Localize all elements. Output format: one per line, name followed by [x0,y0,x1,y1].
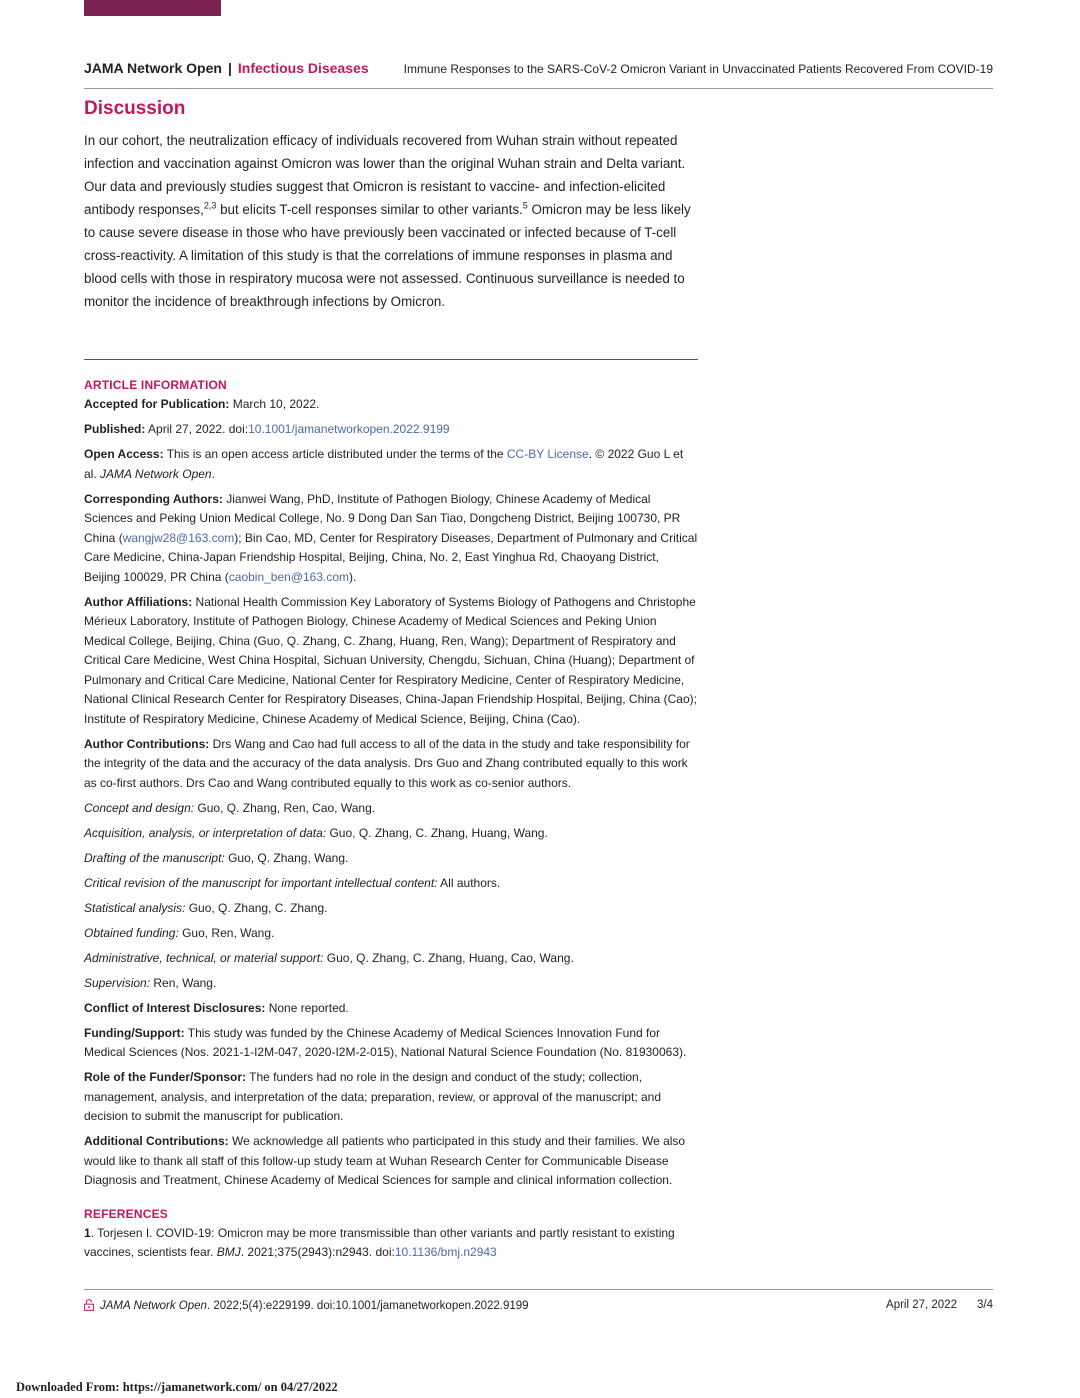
contribution-role [84,899,698,919]
doi-link[interactable]: 10.1001/jamanetworkopen.2022.9199 [248,422,450,436]
footer-citation [84,1299,529,1312]
funder-role [84,1068,698,1127]
role-value: All authors. [437,875,501,890]
affiliations-text: National Health Commission Key Laboratory of Systems Biology of Pathogens and Christophe Mérieux Laboratory, Institute of Pathogen Biology, Chinese Academy of Medical Sciences and Peking Union Medical College, Beijing, China (Guo, Q. Zhang, C. Zhang, Huang, Ren, Wang); Department of Respiratory and Critical Care Medicine, West China Hospital, Sichuan University, Chengdu, Sichuan, China (Huang); Department of Pulmonary and Critical Care Medicine, National Center for Respiratory Medicine, Center of Respiratory Medicine, National Clinical Research Center for Respiratory Diseases, China-Japan Friendship Hospital, Beijing, China (Cao); Institute of Respiratory Medicine, Chinese Academy of Medical Science, Beijing, China (Cao). [84,594,697,726]
reference-journal: BMJ [216,1245,241,1259]
role-label: Critical revision of the manuscript for important intellectual content: [84,875,438,890]
journal-italic: JAMA Network Open [100,466,212,481]
role-value: Guo, Ren, Wang. [178,925,275,940]
article-short-title: Immune Responses to the SARS-CoV-2 Omicron Variant in Unvaccinated Patients Recovered From COVID-19 [403,62,993,76]
open-access-lock-icon [84,1299,94,1311]
reference-citation: . 2021;375(2943):n2943. doi: [240,1245,395,1259]
funder-role-label: Role of the Funder/Sponsor: [84,1070,246,1084]
contribution-role [84,849,698,869]
accepted-date [84,395,698,415]
role-value: Guo, Q. Zhang, Ren, Cao, Wang. [194,800,376,815]
author-contributions [84,735,698,794]
main-column [84,98,698,1268]
reference-doi-link[interactable]: 10.1136/bmj.n2943 [394,1245,497,1259]
contribution-role [84,949,698,969]
role-label: Concept and design: [84,800,195,815]
copyright-text: . © 2022 Guo L et al. [84,447,684,481]
running-header [84,60,993,89]
author-affiliations [84,593,698,730]
corresponding-authors [84,490,698,588]
corresponding-text: ); Bin Cao, MD, Center for Respiratory Diseases, Department of Pulmonary and Critical Care Medicine, China-Japan Friendship Hospital, Beijing, China, No. 2, East Yinghua Rd, Chaoyang District, Beijing 100029, PR China ( [84,530,698,584]
affiliations-label: Author Affiliations: [84,594,193,609]
role-label: Obtained funding: [84,925,179,940]
role-value: Ren, Wang. [150,975,217,990]
coi-value: None reported. [265,1000,349,1015]
reference-text: . Torjesen I. COVID-19: Omicron may be more transmissible than other variants and partly resistant to existing vaccines, scientists fear. [84,1225,675,1259]
email-link-cao[interactable]: caobin_ben@163.com [228,569,350,584]
published-label: Published: [84,422,146,436]
corresponding-text: Jianwei Wang, PhD, Institute of Pathogen Biology, Chinese Academy of Medical Sciences and Peking Union Medical College, No. 9 Dong Dan San Tiao, Dongcheng District, Beijing 100730, PR China ( [84,491,681,545]
published-info [84,420,698,440]
accepted-label: Accepted for Publication: [84,397,230,411]
section-name: Infectious Diseases [237,60,369,76]
funding-support [84,1024,698,1063]
page-footer [84,1289,993,1316]
role-label: Drafting of the manuscript: [84,850,225,865]
citation-superscript[interactable]: 2,3 [203,200,217,211]
license-link[interactable]: CC-BY License [506,447,589,461]
role-label: Administrative, technical, or material support: [84,950,324,965]
reference-number: 1 [84,1225,91,1240]
contribution-role [84,924,698,944]
download-note: Downloaded From: https://jamanetwork.com/ on 04/27/2022 [16,1380,338,1394]
role-value: Guo, Q. Zhang, Wang. [224,850,349,865]
open-access-info [84,445,698,484]
article-information-heading: ARTICLE INFORMATION [84,378,227,392]
references-heading: REFERENCES [84,1206,169,1221]
additional-text: We acknowledge all patients who participated in this study and their families. We also would like to thank all staff of this follow-up study team at Wuhan Research Center for Communicable Disease Diagnosis and Treatment, Chinese Academy of Medical Sciences for sample and clinical information collection. [84,1134,686,1187]
discussion-heading: Discussion [84,98,186,119]
open-access-text: This is an open access article distributed under the terms of the [163,447,507,461]
corresponding-label: Corresponding Authors: [84,491,223,506]
corresponding-text: ). [349,569,357,584]
discussion-paragraph [84,129,698,313]
role-value: Guo, Q. Zhang, C. Zhang, Huang, Cao, Wang. [323,950,574,965]
reference-item [84,1224,698,1263]
funding-text: This study was funded by the Chinese Academy of Medical Sciences Innovation Fund for Medical Sciences (Nos. 2021-1-I2M-047, 2020-I2M-2-015), National Natural Science Foundation (No. 81930063). [84,1025,687,1059]
footer-right [886,1299,993,1311]
citation-superscript[interactable]: 5 [522,200,528,211]
additional-contributions [84,1132,698,1191]
conflict-of-interest [84,999,698,1019]
top-color-bar [84,0,221,16]
published-value: April 27, 2022. doi: [145,422,249,436]
journal-name: JAMA Network Open [84,60,222,76]
footer-date: April 27, 2022 [886,1299,957,1311]
email-link-wang[interactable]: wangjw28@163.com [122,530,235,545]
role-value: Guo, Q. Zhang, C. Zhang, Huang, Wang. [326,825,548,840]
funding-label: Funding/Support: [84,1025,185,1040]
journal-section-label [84,60,369,76]
open-access-end: . [211,466,215,481]
contribution-role [84,974,698,994]
contribution-role [84,874,698,894]
open-access-label: Open Access: [84,447,164,461]
footer-citation-text: . 2022;5(4):e229199. doi:10.1001/jamanetworkopen.2022.9199 [206,1300,529,1312]
footer-journal: JAMA Network Open [100,1300,207,1312]
funder-role-text: The funders had no role in the design and conduct of the study; collection, management, analysis, and interpretation of the data; preparation, review, or approval of the manuscript; and decision to submit the manuscript for publication. [84,1070,662,1123]
role-label: Acquisition, analysis, or interpretation of data: [84,825,327,840]
contribution-role [84,799,698,819]
section-divider [84,359,698,360]
header-separator: | [227,60,232,76]
role-label: Supervision: [84,975,151,990]
accepted-value: March 10, 2022. [229,397,320,411]
discussion-text-1: In our cohort, the neutralization efficacy of individuals recovered from Wuhan strain without repeated infection and vaccination against Omicron was lower than the original Wuhan strain and Delta variant. Our data and previously studies suggest that Omicron is resistant to vaccine- and infection-elicited antibody responses, [84,133,686,217]
page-number: 3/4 [977,1299,993,1311]
discussion-text-2: but elicits T-cell responses similar to other variants. [216,202,523,217]
coi-label: Conflict of Interest Disclosures: [84,1000,266,1015]
discussion-text-3: Omicron may be less likely to cause severe disease in those who have previously been vaccinated or infected because of T-cell cross-reactivity. A limitation of this study is that the correlations of immune responses in plasma and blood cells with those in respiratory mucosa were not assessed. Continuous surveillance is needed to monitor the incidence of breakthrough infections by Omicron. [84,202,691,309]
additional-label: Additional Contributions: [84,1134,229,1148]
contribution-role [84,824,698,844]
contributions-label: Author Contributions: [84,736,210,751]
contributions-text: Drs Wang and Cao had full access to all of the data in the study and take responsibility for the integrity of the data and the accuracy of the data analysis. Drs Guo and Zhang contributed equally to this work as co-first authors. Drs Cao and Wang contributed equally to this work as co-senior authors. [84,736,690,790]
role-value: Guo, Q. Zhang, C. Zhang. [185,900,328,915]
role-label: Statistical analysis: [84,900,186,915]
